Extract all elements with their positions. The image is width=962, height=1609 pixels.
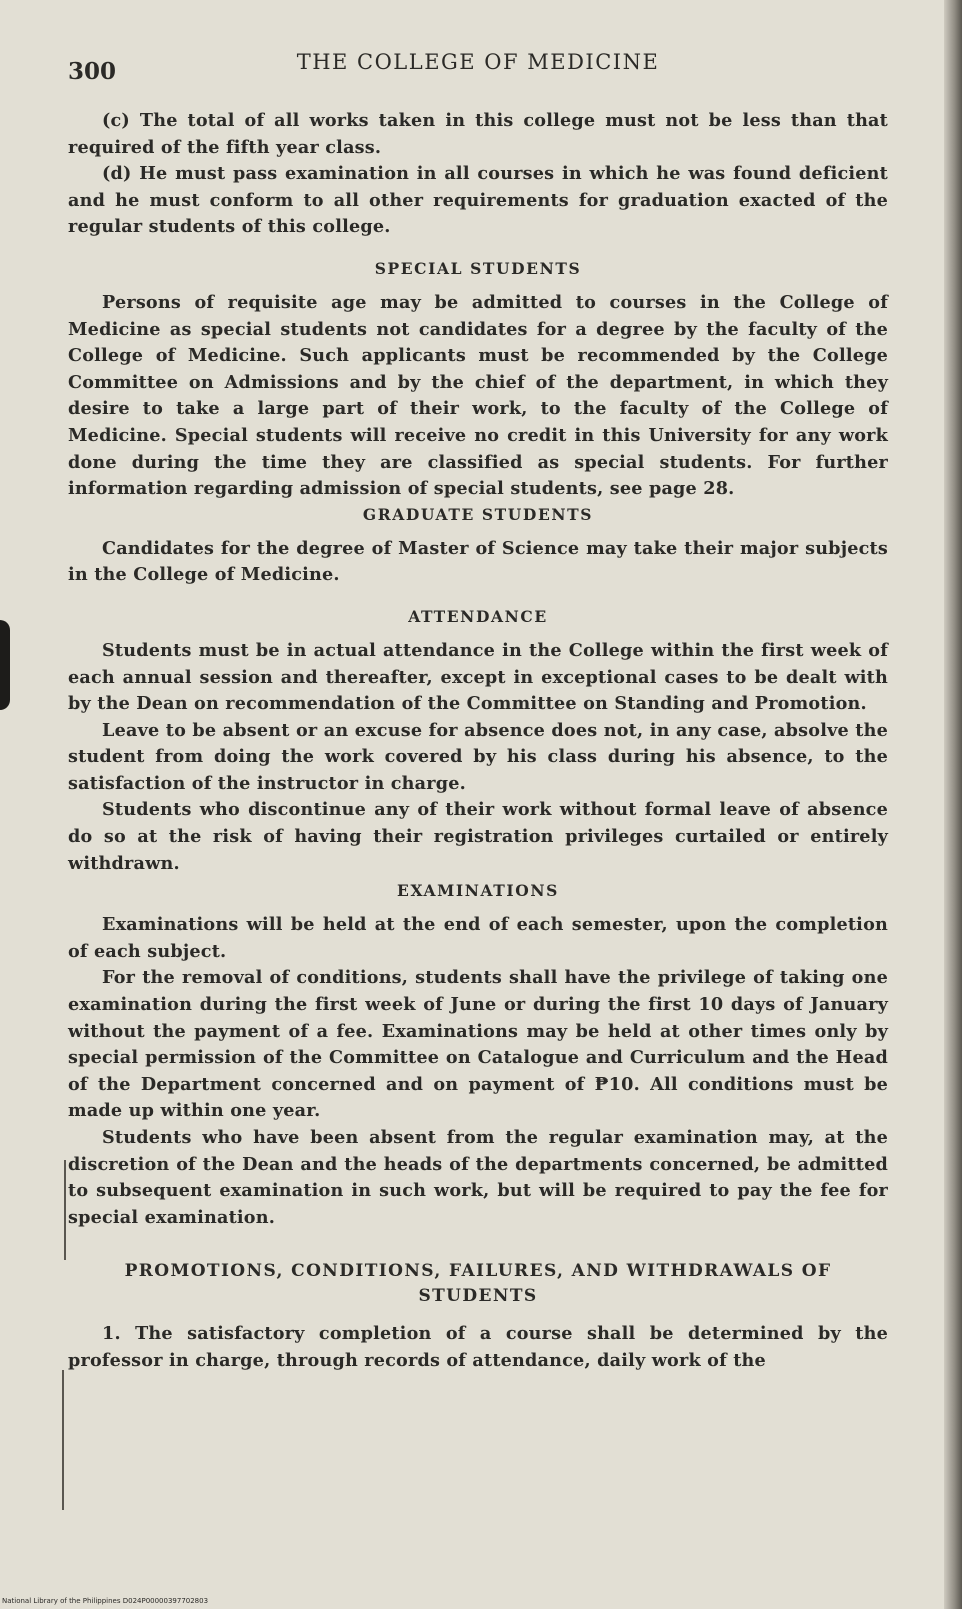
page-edge-shadow — [944, 0, 962, 1609]
attendance-paragraph-2: Leave to be absent or an excuse for absence does not, in any case, absolve the student from doing the work covered by his class during his absence, to the satisfaction of the instructor in charge. — [68, 719, 888, 794]
heading-graduate-students: GRADUATE STUDENTS — [362, 504, 594, 524]
heading-examinations: EXAMINATIONS — [397, 881, 559, 901]
scan-footer: National Library of the Philippines D024P00000397702803 — [2, 1597, 209, 1605]
heading-special-students: SPECIAL STUDENTS — [374, 258, 582, 278]
examinations-paragraph-3: Students who have been absent from the regular examination may, at the discretion of the Dean and the heads of the departments concerned, be admitted to subsequent examination in such work, but will be required to pay the fee for special examination. — [68, 1127, 888, 1228]
binding-shadow — [0, 620, 10, 710]
promotions-paragraph-1: 1. The satisfactory completion of a course shall be determined by the professor in charge, through records of attendance, daily work of the — [68, 1323, 888, 1371]
heading-promotions: PROMOTIONS, CONDITIONS, FAILURES, AND WITHDRAWALS OF STUDENTS — [124, 1261, 832, 1307]
running-title: THE COLLEGE OF MEDICINE — [296, 50, 660, 74]
examinations-paragraph-1: Examinations will be held at the end of each semester, upon the completion of each subject. — [68, 914, 888, 962]
attendance-paragraph-3: Students who discontinue any of their work without formal leave of absence do so at the risk of having their registration privileges curtailed or entirely withdrawn. — [68, 799, 888, 874]
paragraph-d: (d) He must pass examination in all courses in which he was found deficient and he must conform to all other requirements for graduation exacted of the regular students of this college. — [68, 163, 888, 238]
special-students-paragraph: Persons of requisite age may be admitted to courses in the College of Medicine as special students not candidates for a degree by the faculty of the College of Medicine. Such applicants must be recommended by the College Committee on Admissions and by the chief of the department, in which they desire to take a large part of their work, to the faculty of the College of Medicine. Special students will receive no credit in this University for any work done during the time they are classified as special students. For further information regarding admission of special students, see page 28. — [68, 291, 888, 500]
heading-attendance: ATTENDANCE — [408, 606, 548, 626]
examinations-paragraph-2: For the removal of conditions, students shall have the privilege of taking one examination during the first week of June or during the first 10 days of January without the payment of a fee. Examinations may be held at other times only by special permission of the Committee on Catalogue and Curriculum and the Head of the Department concerned and on payment of ₱10. All conditions must be made up within one year. — [68, 967, 888, 1122]
paragraph-c: (c) The total of all works taken in this college must not be less than that required of the fifth year class. — [68, 110, 888, 158]
running-head — [68, 50, 888, 90]
book-page — [68, 50, 888, 1375]
graduate-students-paragraph: Candidates for the degree of Master of Science may take their major subjects in the College of Medicine. — [68, 537, 888, 586]
attendance-paragraph-1: Students must be in actual attendance in the College within the first week of each annual session and thereafter, except in exceptional cases to be dealt with by the Dean on recommendation of the Committee on Standing and Promotion. — [68, 639, 888, 715]
page-number: 300 — [68, 58, 117, 85]
margin-mark — [62, 1370, 64, 1510]
margin-mark — [64, 1160, 66, 1260]
